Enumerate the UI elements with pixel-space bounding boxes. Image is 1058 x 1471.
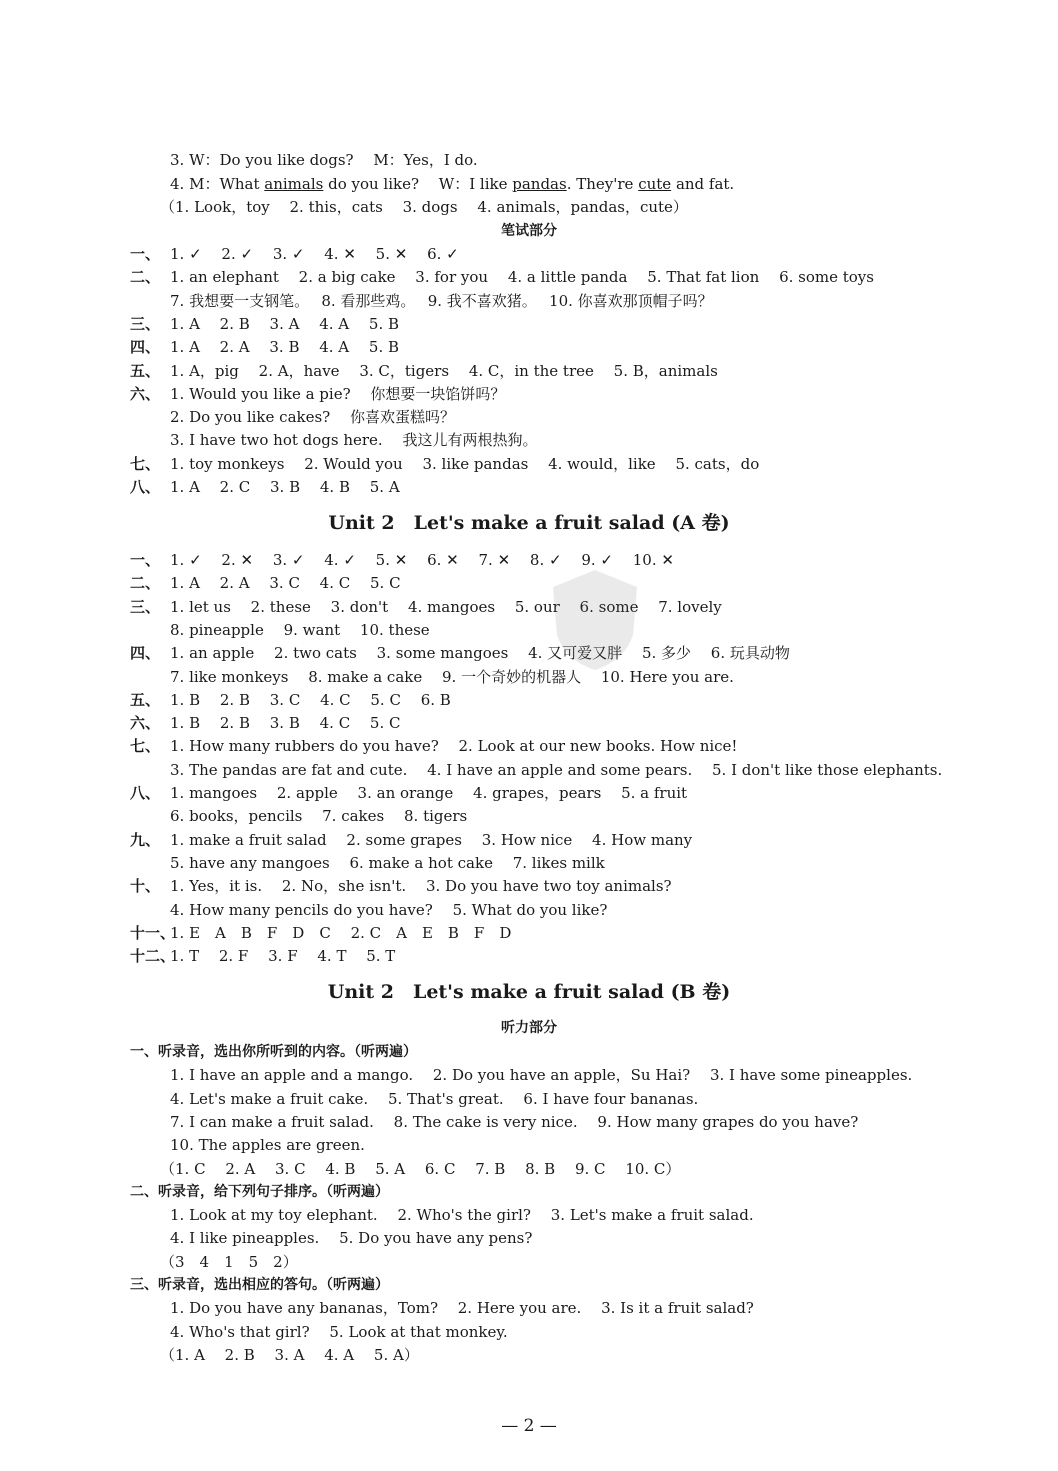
listening-answer-text: 1. I have an apple and a mango. 2. Do you have an apple，Su Hai? 3. I have some pineapples. <box>170 1066 913 1085</box>
unit-a-section-number: 二、 <box>130 574 161 593</box>
unit-a-answer-text: 6. books，pencils 7. cakes 8. tigers <box>170 807 468 826</box>
written-section-number: 七、 <box>130 454 161 473</box>
seg-c: do you like? W：I like <box>323 175 513 193</box>
page-number: — 2 — <box>501 1416 557 1436</box>
written-section-number: 一、 <box>130 245 161 263</box>
unit-a-answer-text: 4. How many pencils do you have? 5. What do you like? <box>170 900 608 919</box>
written-answer-text: 1. Would you like a pie? 你想要一块馅饼吗？ <box>170 384 506 403</box>
unit-a-section-number: 九、 <box>130 830 161 849</box>
unit-a-answer-text: 8. pineapple 9. want 10. these <box>170 620 430 639</box>
unit-b-title: Unit 2 Let's make a fruit salad (B 卷) <box>327 981 731 1003</box>
unit-a-section-number: 七、 <box>130 737 161 756</box>
written-section-number: 三、 <box>130 314 161 333</box>
listening-answer-text: （3 4 1 5 2） <box>160 1252 298 1271</box>
written-answer-text: 1. A 2. A 3. B 4. A 5. B <box>170 338 400 357</box>
unit-a-section-number: 六、 <box>130 714 161 733</box>
unit-a-section-number: 四、 <box>130 644 161 663</box>
written-answer-text: 1. A，pig 2. A，have 3. C，tigers 4. C，in the tree 5. B，animals <box>170 361 718 380</box>
unit-a-answer-text: 7. like monkeys 8. make a cake 9. 一个奇妙的机器人 10. Here you are. <box>170 667 734 686</box>
listening-answer-text: 4. Let's make a fruit cake. 5. That's great. 6. I have four bananas. <box>170 1089 699 1108</box>
listening-part-title: 听力部分 <box>501 1020 557 1036</box>
unit-a-answer-text: 1. E A B F D C 2. C A E B F D <box>170 923 512 942</box>
unit-a-answer-text: 1. mangoes 2. apple 3. an orange 4. grapes，pears 5. a fruit <box>170 784 688 802</box>
listening-answer-text: 7. I can make a fruit salad. 8. The cake is very nice. 9. How many grapes do you have? <box>170 1112 859 1131</box>
unit-a-section-number: 八、 <box>130 784 161 802</box>
listening-answer-text: 4. I like pineapples. 5. Do you have any pens? <box>170 1229 533 1248</box>
top-line-4-text <box>170 174 734 194</box>
listening-section-heading-text: 三、听录音，选出相应的答句。（听两遍） <box>130 1277 389 1293</box>
unit-a-answer-text: 1. an apple 2. two cats 3. some mangoes 4. 又可爱又胖 5. 多少 6. 玩具动物 <box>170 644 790 663</box>
written-answer-text: 1. an elephant 2. a big cake 3. for you 4. a little panda 5. That fat lion 6. some toys <box>170 268 874 287</box>
seg-f: cute <box>638 175 672 193</box>
unit-a-answer-text: 1. make a fruit salad 2. some grapes 3. How nice 4. How many <box>170 830 693 849</box>
written-answer-text: 2. Do you like cakes? 你喜欢蛋糕吗？ <box>170 408 455 427</box>
unit-a-answer-text: 1. let us 2. these 3. don't 4. mangoes 5. our 6. some 7. lovely <box>170 597 722 616</box>
listening-answer-text: 1. Look at my toy elephant. 2. Who's the girl? 3. Let's make a fruit salad. <box>170 1206 754 1225</box>
unit-a-title: Unit 2 Let's make a fruit salad (A 卷) <box>328 512 730 534</box>
written-section-number: 四、 <box>130 338 161 357</box>
unit-a-answer-text: 1. ✓ 2. ✕ 3. ✓ 4. ✓ 5. ✕ 6. ✕ 7. ✕ 8. ✓ 9. ✓ 10. ✕ <box>170 551 674 569</box>
unit-a-section-number: 五、 <box>130 690 161 709</box>
listening-section-heading-text: 二、听录音，给下列句子排序。（听两遍） <box>130 1183 389 1200</box>
unit-a-answer-text: 1. B 2. B 3. B 4. C 5. C <box>170 714 401 733</box>
listening-answer-text: （1. C 2. A 3. C 4. B 5. A 6. C 7. B 8. B 9. C 10. C） <box>160 1159 681 1178</box>
unit-a-section-number: 十一、 <box>130 923 176 942</box>
written-section-number: 八、 <box>130 478 161 496</box>
seg-g: and fat. <box>671 175 735 193</box>
seg-e: . They're <box>566 175 639 193</box>
unit-a-answer-text: 1. Yes，it is. 2. No，she isn't. 3. Do you have two toy animals? <box>170 877 672 896</box>
seg-d: pandas <box>512 175 567 193</box>
unit-a-answer-text: 3. The pandas are fat and cute. 4. I have an apple and some pears. 5. I don't like those elephants. <box>170 760 943 779</box>
unit-a-section-number: 三、 <box>130 597 161 616</box>
unit-a-answer-text: 5. have any mangoes 6. make a hot cake 7. likes milk <box>170 853 605 872</box>
listening-answer-text: （1. A 2. B 3. A 4. A 5. A） <box>160 1345 419 1364</box>
unit-a-section-number: 一、 <box>130 551 161 569</box>
listening-answer-text: 10. The apples are green. <box>170 1136 365 1155</box>
written-answer-text: 1. toy monkeys 2. Would you 3. like pandas 4. would，like 5. cats，do <box>170 454 760 473</box>
unit-a-section-number: 十二、 <box>130 947 176 966</box>
top-line-3-text: 3. W：Do you like dogs? M：Yes，I do. <box>170 151 478 169</box>
written-answer-text: 1. ✓ 2. ✓ 3. ✓ 4. ✕ 5. ✕ 6. ✓ <box>170 245 459 263</box>
seg-b: animals <box>264 175 324 193</box>
unit-a-section-number: 十、 <box>130 877 161 896</box>
written-section-number: 五、 <box>130 361 161 380</box>
seg-a: 4. M：What <box>170 175 265 193</box>
unit-a-answer-text: 1. T 2. F 3. F 4. T 5. T <box>170 947 396 966</box>
unit-a-answer-text: 1. How many rubbers do you have? 2. Look at our new books. How nice! <box>170 737 738 756</box>
written-section-number: 二、 <box>130 268 161 287</box>
listening-answer-text: 1. Do you have any bananas，Tom? 2. Here you are. 3. Is it a fruit salad? <box>170 1299 754 1318</box>
unit-a-answer-text: 1. B 2. B 3. C 4. C 5. C 6. B <box>170 690 451 709</box>
written-part-title: 笔试部分 <box>501 223 557 239</box>
listening-section-heading-text: 一、听录音，选出你所听到的内容。（听两遍） <box>130 1044 417 1060</box>
unit-a-answer-text: 1. A 2. A 3. C 4. C 5. C <box>170 574 401 593</box>
written-answer-text: 1. A 2. C 3. B 4. B 5. A <box>170 478 400 496</box>
written-section-number: 六、 <box>130 384 161 403</box>
written-answer-text: 1. A 2. B 3. A 4. A 5. B <box>170 314 400 333</box>
listening-answer-text: 4. Who's that girl? 5. Look at that monkey. <box>170 1322 508 1341</box>
top-line-5-text: （1. Look，toy 2. this，cats 3. dogs 4. animals，pandas，cute） <box>160 198 688 216</box>
written-answer-text: 3. I have two hot dogs here. 我这儿有两根热狗。 <box>170 431 538 450</box>
written-answer-text: 7. 我想要一支钢笔。 8. 看那些鸡。 9. 我不喜欢猪。 10. 你喜欢那顶帽子吗？ <box>170 291 713 310</box>
